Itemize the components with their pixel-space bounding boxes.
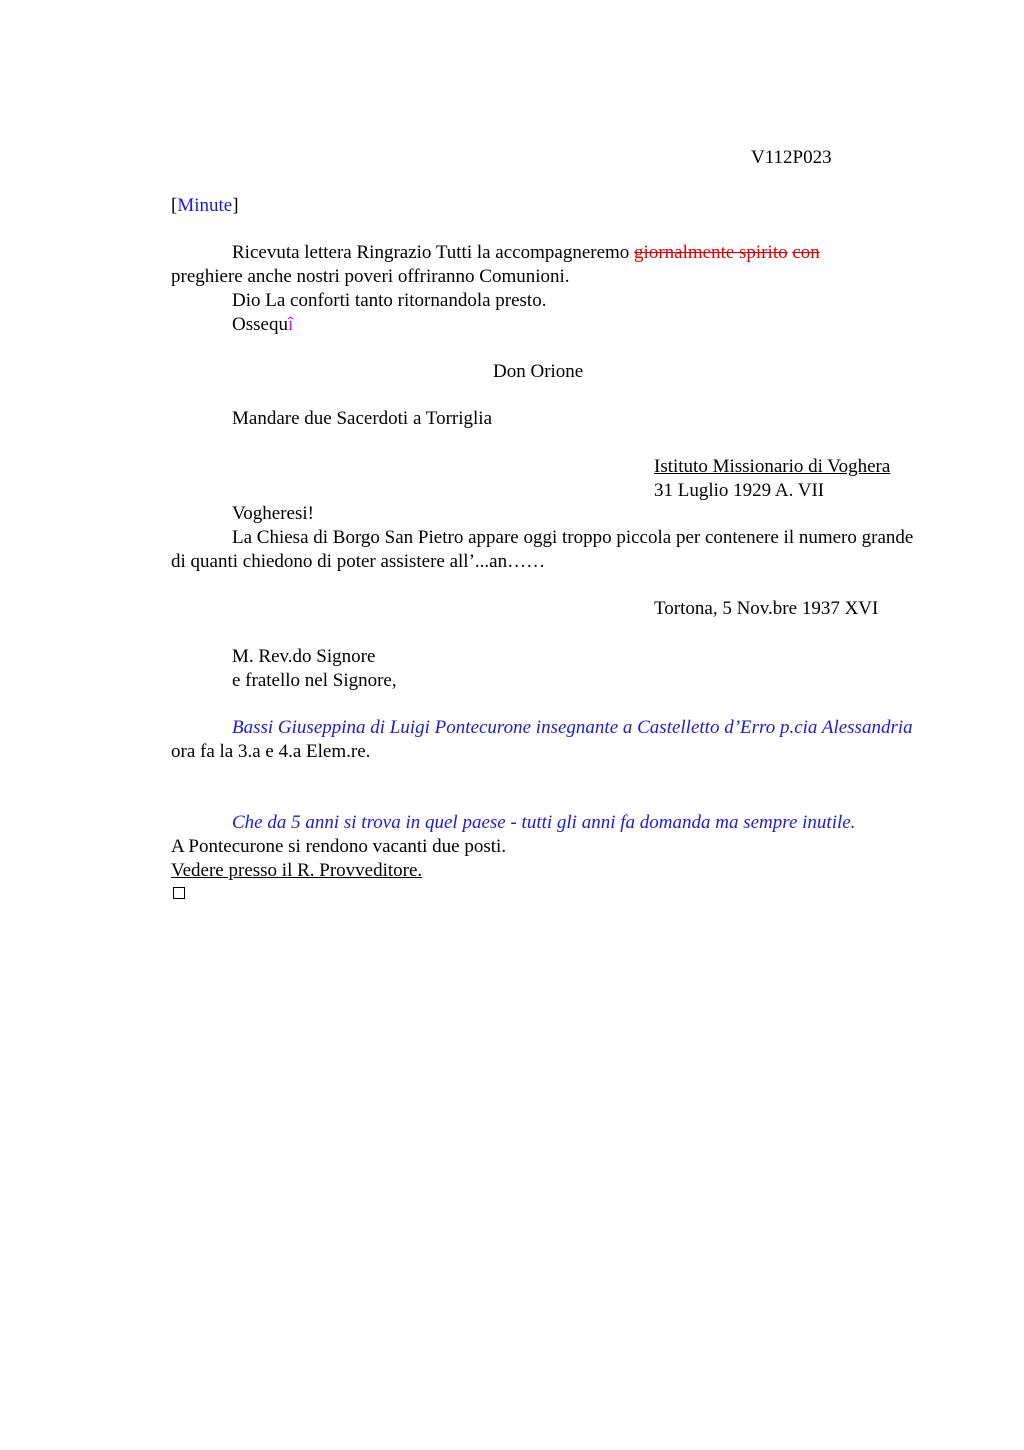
closing-note — [171, 859, 916, 883]
minute-bracket-open: [ — [171, 195, 178, 216]
checkbox-symbol — [173, 887, 185, 899]
deleted-text-1: giornalmente spirito — [634, 242, 788, 263]
note-sacerdoti: Mandare due Sacerdoti a Torriglia — [232, 408, 492, 429]
document-id: V112P023 — [751, 147, 832, 168]
letter2-paragraph — [171, 502, 916, 574]
letter2-body: La Chiesa di Borgo San Pietro appare oggi troppo piccola per contenere il numero grande di quanti chiedono di poter assistere all’...an…… — [171, 527, 914, 572]
closing-note-text: Vedere presso il R. Provveditore. — [171, 860, 423, 881]
letter3-paragraph-2 — [171, 811, 916, 883]
letter2-date: 31 Luglio 1929 A. VII — [654, 480, 825, 501]
highlight-text-2: Che da 5 anni si trova in quel paese - tutti gli anni fa domanda ma sempre inutile. — [232, 812, 856, 833]
minute-tag — [171, 194, 239, 218]
letter1-paragraph — [171, 241, 916, 337]
letter2-greeting: Vogheresi! — [232, 503, 314, 524]
ossequi-accent: î — [287, 314, 294, 335]
deleted-text-2: con — [792, 242, 820, 263]
letter1-line3: Dio La conforti tanto ritornandola presto. — [232, 290, 547, 311]
minute-bracket-close: ] — [232, 195, 239, 216]
letter1-line1 — [171, 241, 916, 265]
letter1-ossequi — [171, 313, 916, 337]
highlight-text-1: Bassi Giuseppina di Luigi Pontecurone insegnante a Castelletto d’Erro p.cia Alessandria — [232, 717, 913, 738]
signature: Don Orione — [493, 361, 584, 382]
letter3-place-date: Tortona, 5 Nov.bre 1937 XVI — [654, 598, 879, 619]
salutation-line1: M. Rev.do Signore — [232, 646, 376, 667]
letter3-salutation — [171, 645, 916, 693]
salutation-line2: e fratello nel Signore, — [232, 670, 397, 691]
letter1-line1-text: Ricevuta lettera Ringrazio Tutti la accompagneremo — [232, 242, 635, 263]
letter3-paragraph-1 — [171, 716, 916, 764]
letter1-line2: preghiere anche nostri poveri offriranno Comunioni. — [171, 266, 570, 287]
ossequi-base: Ossequ — [232, 314, 288, 335]
letter3-line-after-1: ora fa la 3.a e 4.a Elem.re. — [171, 741, 371, 762]
letter3-line-after-2: A Pontecurone si rendono vacanti due posti. — [171, 836, 507, 857]
institute-name: Istituto Missionario di Voghera — [654, 456, 891, 477]
minute-label: Minute — [177, 195, 233, 216]
